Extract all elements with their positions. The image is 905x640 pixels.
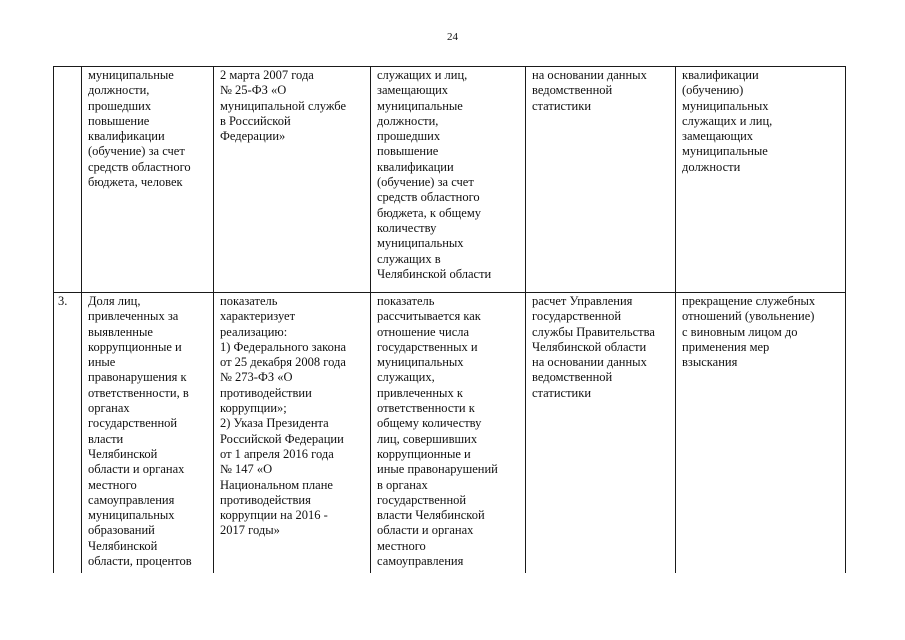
indicators-table [53, 66, 846, 573]
factors-cell: квалификации (обучению) муниципальных служащих и лиц, замещающих муниципальные должности [676, 67, 846, 293]
factors-cell: прекращение служебных отношений (увольнение) с виновным лицом до применения мер взыскания [676, 293, 846, 574]
data-source-cell: на основании данных ведомственной статистики [526, 67, 676, 293]
row-number-cell [54, 67, 82, 293]
calculation-method-cell: служащих и лиц, замещающих муниципальные должности, прошедших повышение квалификации (обучение) за счет средств областного бюджета, к общему количеству муниципальных служащих в Челябинской области [371, 67, 526, 293]
indicator-cell: Доля лиц, привлеченных за выявленные коррупционные и иные правонарушения к ответственности, в органах государственной власти Челябинской области и органах местного самоуправления муниципальных образований Челябинской области, процентов [82, 293, 214, 574]
table-row [54, 67, 846, 293]
table-row [54, 293, 846, 574]
data-source-cell: расчет Управления государственной службы Правительства Челябинской области на основании данных ведомственной статистики [526, 293, 676, 574]
indicator-cell: муниципальные должности, прошедших повышение квалификации (обучение) за счет средств областного бюджета, человек [82, 67, 214, 293]
legal-basis-cell: 2 марта 2007 года № 25-ФЗ «О муниципальной службе в Российской Федерации» [214, 67, 371, 293]
row-number-cell: 3. [54, 293, 82, 574]
page-number: 24 [447, 31, 458, 43]
calculation-method-cell: показатель рассчитывается как отношение числа государственных и муниципальных служащих, привлеченных к ответственности к общему количеству лиц, совершивших коррупционные и иные правонарушений в органах государственной власти Челябинской области и органах местного самоуправления [371, 293, 526, 574]
legal-basis-cell: показатель характеризует реализацию: 1) Федерального закона от 25 декабря 2008 года № 273-ФЗ «О противодействии коррупции»; 2) Указа Президента Российской Федерации от 1 апреля 2016 года № 147 «О Национальном плане противодействия коррупции на 2016 - 2017 годы» [214, 293, 371, 574]
